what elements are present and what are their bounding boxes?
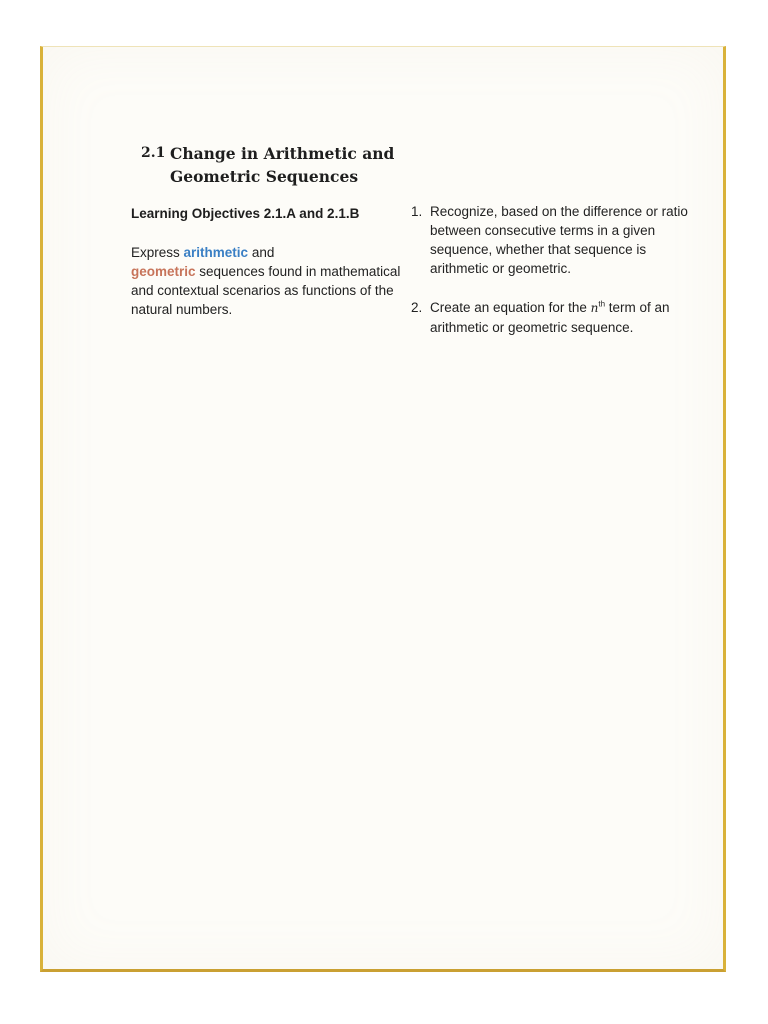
document-page	[40, 46, 726, 972]
objective-number: 1.	[411, 204, 423, 219]
nth-superscript: th	[598, 299, 606, 309]
nth-variable: n	[590, 301, 599, 315]
objectives-description	[131, 243, 406, 319]
objective-text: Recognize, based on the difference or ratio between consecutive terms in a given sequence, whether that sequence is arithmetic or geometric.	[430, 204, 688, 276]
and-word: and	[248, 245, 275, 260]
objective-text-after: term of an arithmetic or geometric sequence.	[430, 300, 670, 335]
section-header	[141, 142, 441, 188]
objective-number: 2.	[411, 300, 423, 315]
section-number: 2.1	[141, 145, 166, 161]
arithmetic-term: arithmetic	[183, 245, 249, 260]
objective-list	[411, 202, 691, 337]
geometric-term: geometric	[131, 264, 196, 279]
objective-text-before: Create an equation for the	[430, 300, 591, 315]
objective-item-2	[411, 298, 691, 337]
objective-item-1	[411, 202, 691, 278]
express-after: sequences found in mathematical and contextual scenarios as functions of the natural numbers.	[131, 264, 401, 317]
express-before: Express	[131, 245, 184, 260]
learning-objectives-heading: Learning Objectives 2.1.A and 2.1.B	[131, 206, 360, 221]
section-title: Change in Arithmetic and Geometric Sequences	[170, 144, 395, 186]
